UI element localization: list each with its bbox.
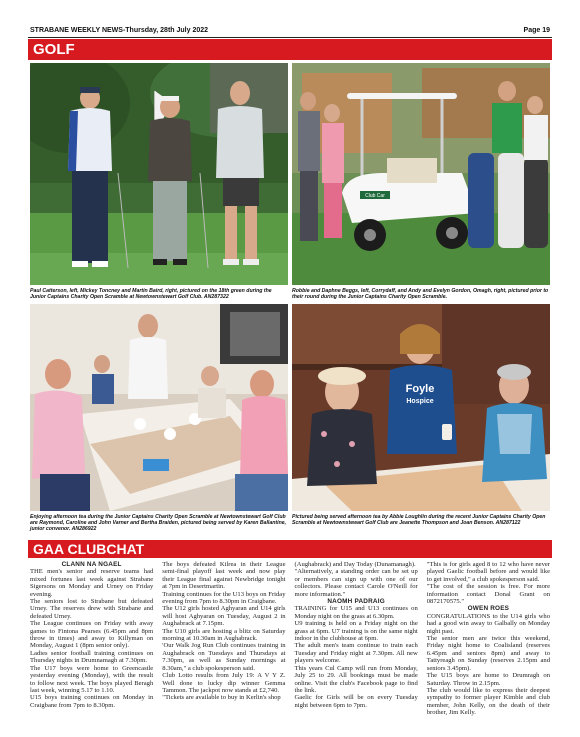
article-paragraph: The U12 girls hosted Aghyaran and U14 girls will host Aghyaran on Tuesday, August 2 in Aughabrack at 7.15pm. bbox=[162, 605, 286, 628]
page-number: Page 19 bbox=[523, 27, 550, 34]
article-paragraph: The U10 girls are hosting a blitz on Saturday morning at 10.30am in Aughabrack. bbox=[162, 627, 286, 643]
golf-section-title: GOLF bbox=[33, 41, 75, 58]
article-paragraph: "This is for girls aged 8 to 12 who have never played Gaelic football before and would like to get involved," a club spokesperson said. bbox=[426, 561, 550, 583]
article-paragraph: The senior men are twice this weekend, Friday night home to Coalisland (reserves 6.45pm and seniors 8pm) and away to Tattyreagh on Sunday (reserves 2.15pm and seniors 3.45pm). bbox=[426, 635, 550, 672]
article-paragraph: (Aughabrack) and Day Today (Dunamanagh). bbox=[294, 561, 416, 568]
article-paragraph: CONGRATULATIONS to the U14 girls who had a good win away to Galbally on Monday night past. bbox=[426, 612, 550, 635]
article-paragraph: TRAINING for U15 and U13 continues on Monday night on the grass at 6.30pm. bbox=[294, 605, 418, 620]
article-column-1 bbox=[30, 561, 153, 731]
photo-golf-cart bbox=[292, 63, 550, 285]
article-paragraph: The boys defeated Kilrea in their League semi-final playoff last week and now play their League final against Newbridge tonight at 7pm in Desertmartin. bbox=[162, 561, 286, 591]
gaa-section-title: GAA CLUBCHAT bbox=[33, 541, 145, 557]
article-paragraph: The seniors lost to Strabane but defeated Urney. The reserves drew with Strabane and defeated Urney. bbox=[30, 598, 154, 620]
golf-section-banner bbox=[28, 39, 552, 60]
article-paragraph: U9 training is held on a Friday night on the grass at 6pm. U7 training is on the same night indoor in the clubhouse at 6pm. bbox=[294, 620, 418, 643]
caption-photo-golfers: Paul Catterson, left, Mickey Toncney and Martin Baird, right, pictured on the 18th green during the Junior Captains Charity Open Scramble at Newtownstewart Golf Club. AN287322 bbox=[30, 288, 272, 300]
club-heading: OWEN ROES bbox=[467, 605, 510, 613]
article-paragraph: U15 boys training continues on Monday in Craigbane from 7pm to 8.30pm. bbox=[30, 694, 154, 709]
article-paragraph: Club Lotto results from July 19: A V Y Z. Well done to lucky dip winner Gemma Tammon. The jackpot now stands at £2,740. bbox=[162, 672, 286, 694]
club-heading: CLANN NA NGAEL bbox=[61, 561, 122, 568]
caption-photo-tea-group: Enjoying afternoon tea during the Junior Captains Charity Open Scramble at Newtownstewart Golf Club are Raymond, Caroline and John Varner and Bertha Braiden, pictured being served by Karen Ballantine, junior convenor. AN286922 bbox=[30, 514, 287, 532]
article-paragraph: THE men's senior and reserve teams had mixed fortunes last week against Strabane Sigersons on Monday and Urney on Friday evening. bbox=[30, 568, 154, 598]
article-column-3 bbox=[295, 561, 418, 731]
club-heading: NAOMH PADRAIG bbox=[327, 598, 385, 606]
newspaper-title: STRABANE WEEKLY NEWS-Thursday, 28th July 2022 bbox=[30, 27, 209, 34]
photo-served-tea bbox=[292, 304, 550, 511]
article-paragraph: Training continues for the U13 boys on Friday evening from 7pm to 8.30pm in Craigbane. bbox=[162, 590, 286, 606]
article-paragraph: "The cost of the session is free. For more information contact Donal Grant on 0872170575." bbox=[426, 583, 550, 606]
page-header bbox=[28, 26, 552, 38]
article-paragraph: "Alternatively, a standing order can be set up or members can sign up with one of our collectors. Please contact Carole O'Neill for more information." bbox=[294, 568, 418, 598]
article-paragraph: "Tickets are available to buy in Kerlin's shop bbox=[162, 694, 281, 702]
article-paragraph: The adult men's team continue to train each Tuesday and Friday night at 7.30pm. All new players welcome. bbox=[294, 642, 418, 665]
caption-photo-cart: Robbie and Daphne Beggs, left, Corrydaff, and Andy and Evelyn Gordon, Omagh, right, pictured prior to their round during the Junior Captains Charity Open Scramble. bbox=[292, 288, 549, 300]
cart-label: Club Car bbox=[365, 193, 385, 199]
article-column-4 bbox=[427, 561, 550, 731]
shirt-text-foyle: Foyle bbox=[405, 383, 435, 395]
article-paragraph: 'Our Walk Jog Run Club continues training in Aughabrack on Tuesdays and Thursdays at 7.30pm, as well as Sunday mornings at 8.30am," a club spokesperson said. bbox=[162, 642, 286, 672]
article-column-2 bbox=[162, 561, 285, 731]
caption-photo-served-tea: Pictured being served afternoon tea by Abbie Loughlin during the recent Junior Captains Charity Open Scramble at Newtownstewart Golf Club are Jeanette Thompson and Joan Benson. AN287122 bbox=[292, 514, 546, 526]
article-paragraph: The League continues on Friday with away games to Fintona Pearses (6.45pm and 8pm throw in times) and away to Killyman on Monday, August 1 (8pm senior only). bbox=[30, 620, 154, 650]
photo-afternoon-tea-group bbox=[30, 304, 288, 511]
header-rule bbox=[28, 37, 552, 38]
article-paragraph: The U17 boys were home to Greencastle yesterday evening (Monday), with the result to follow next week. The boys played Beragh last week, winning 5.17 to 1.10. bbox=[30, 664, 154, 694]
article-paragraph: Gaelic for Girls will be on every Tuesday night between 6pm to 7pm. bbox=[294, 694, 418, 709]
shirt-text-hospice: Hospice bbox=[406, 398, 434, 405]
gaa-section-banner bbox=[28, 540, 552, 558]
photo-golfers-on-green bbox=[30, 63, 288, 285]
article-paragraph: This years Cul Camp will run from Monday, July 25 to 29. All bookings must be made online. Visit the club's Facebook page to find the link. bbox=[294, 664, 418, 694]
article-paragraph: Ladies senior football training continues on Thursday nights in Drumnamagh at 7.30pm. bbox=[30, 649, 154, 665]
gaa-article bbox=[30, 561, 550, 731]
article-paragraph: The U15 boys are home to Drumragh on Saturday. Throw in 2.15pm. bbox=[426, 672, 550, 687]
article-paragraph: The club would like to express their deepest sympathy to former player Kimble and club member, John Kelly, on the death of their brother, Jim Kelly. bbox=[426, 686, 550, 717]
